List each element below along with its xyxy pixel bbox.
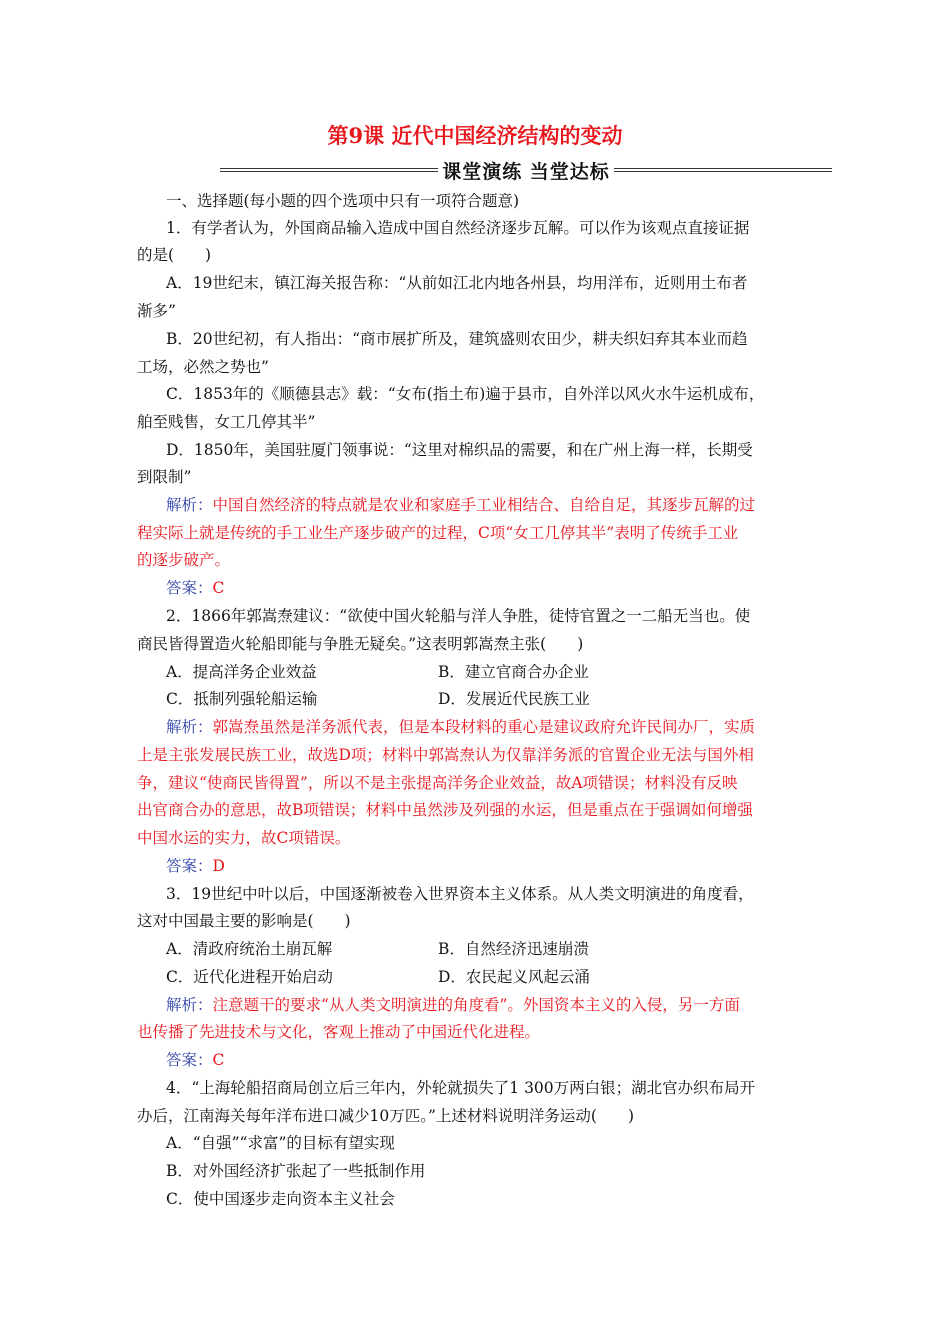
q4-option-a: A．“自强”“求富”的目标有望实现 <box>166 1134 395 1152</box>
lesson-title: 第9课 近代中国经济结构的变动 <box>327 123 623 148</box>
q3-analysis-line: 也传播了先进技术与文化，客观上推动了中国近代化进程。 <box>137 1023 541 1041</box>
q1-answer <box>166 578 817 598</box>
q1-option-c: 舶至贱售，女工几停其半” <box>137 413 316 431</box>
banner-subtitle: 课堂演练 当堂达标 <box>442 160 610 183</box>
q1-option-a: 渐多” <box>137 302 176 320</box>
analysis-label: 解析： <box>166 996 213 1014</box>
q3-option-d: D．农民起义风起云涌 <box>438 968 590 986</box>
q3-answer <box>166 1050 817 1070</box>
q1-option-d: 到限制” <box>137 468 192 486</box>
q1-option-a: A．19世纪末，镇江海关报告称：“从前如江北内地各州县，均用洋布，近则用土布者 <box>166 274 748 292</box>
banner-rule-left <box>220 168 438 172</box>
q4-stem-line: 办后，江南海关每年洋布进口减少10万匹。”上述材料说明洋务运动( ) <box>137 1107 634 1125</box>
banner-rule-right <box>614 168 832 172</box>
q1-option-d: D．1850年，美国驻厦门领事说：“这里对棉织品的需要，和在广州上海一样，长期受 <box>166 441 753 459</box>
section-banner <box>220 157 832 183</box>
answer-label: 答案： <box>166 1051 213 1069</box>
q3-analysis <box>166 995 817 1015</box>
q1-stem-line: 1．有学者认为，外国商品输入造成中国自然经济逐步瓦解。可以作为该观点直接证据 <box>166 219 750 237</box>
q1-option-b: B．20世纪初，有人指出：“商市展扩所及，建筑盛则农田少，耕夫织妇弃其本业而趋 <box>166 330 748 348</box>
answer-value: C <box>212 579 225 597</box>
analysis-label: 解析： <box>166 496 213 514</box>
q2-stem-line: 商民皆得置造火轮船即能与争胜无疑矣。”这表明郭嵩焘主张( ) <box>137 635 584 653</box>
q3-stem-line: 这对中国最主要的影响是( ) <box>137 912 351 930</box>
q2-analysis <box>166 717 817 737</box>
answer-label: 答案： <box>166 857 213 875</box>
q2-option-b: B．建立官商合办企业 <box>438 663 589 681</box>
answer-value: C <box>212 1051 225 1069</box>
q3-option-a: A．清政府统治土崩瓦解 <box>166 940 333 958</box>
q2-stem-line: 2．1866年郭嵩焘建议：“欲使中国火轮船与洋人争胜，徒恃官置之一二船无当也。使 <box>166 607 751 625</box>
q2-option-d: D．发展近代民族工业 <box>438 690 590 708</box>
q4-stem-line: 4．“上海轮船招商局创立后三年内，外轮就损失了1 300万两白银；湖北官办织布局开 <box>166 1079 756 1097</box>
q1-analysis-line: 的逐步破产。 <box>137 551 231 569</box>
section-heading: 一、选择题(每小题的四个选项中只有一项符合题意) <box>166 192 520 210</box>
q2-analysis-line: 上是主张发展民族工业，故选D项；材料中郭嵩焘认为仅靠洋务派的官置企业无法与国外相 <box>137 746 754 764</box>
q2-analysis-line: 出官商合办的意思，故B项错误；材料中虽然涉及列强的水运，但是重点在于强调如何增强 <box>137 801 753 819</box>
q1-option-b: 工场，必然之势也” <box>137 358 269 376</box>
analysis-label: 解析： <box>166 718 213 736</box>
q3-option-b: B．自然经济迅速崩溃 <box>438 940 589 958</box>
q1-stem-line: 的是( ) <box>137 246 212 264</box>
q1-analysis-line: 程实际上就是传统的手工业生产逐步破产的过程，C项“女工几停其半”表明了传统手工业 <box>137 524 739 542</box>
q2-option-c: C．抵制列强轮船运输 <box>166 690 318 708</box>
q2-analysis-line: 中国水运的实力，故C项错误。 <box>137 829 351 847</box>
q1-analysis <box>166 495 817 515</box>
q2-answer <box>166 856 817 876</box>
q3-stem-line: 3．19世纪中叶以后，中国逐渐被卷入世界资本主义体系。从人类文明演进的角度看， <box>166 885 754 903</box>
q1-option-c: C．1853年的《顺德县志》载：“女布(指土布)遍于县市，自外洋以风火水牛运机成布， <box>166 385 765 403</box>
q4-option-c: C．使中国逐步走向资本主义社会 <box>166 1190 395 1208</box>
q2-analysis-line: 争，建议“使商民皆得置”，所以不是主张提高洋务企业效益，故A项错误；材料没有反映 <box>137 774 738 792</box>
analysis-text: 中国自然经济的特点就是农业和家庭手工业相结合、自给自足，其逐步瓦解的过 <box>212 496 756 514</box>
q3-option-c: C．近代化进程开始启动 <box>166 968 333 986</box>
answer-label: 答案： <box>166 579 213 597</box>
q2-option-a: A．提高洋务企业效益 <box>166 663 317 681</box>
analysis-text: 注意题干的要求“从人类文明演进的角度看”。外国资本主义的入侵，另一方面 <box>212 996 740 1014</box>
answer-value: D <box>212 857 225 875</box>
analysis-text: 郭嵩焘虽然是洋务派代表，但是本段材料的重心是建议政府允许民间办厂，实质 <box>212 718 756 736</box>
q4-option-b: B．对外国经济扩张起了一些抵制作用 <box>166 1162 426 1180</box>
